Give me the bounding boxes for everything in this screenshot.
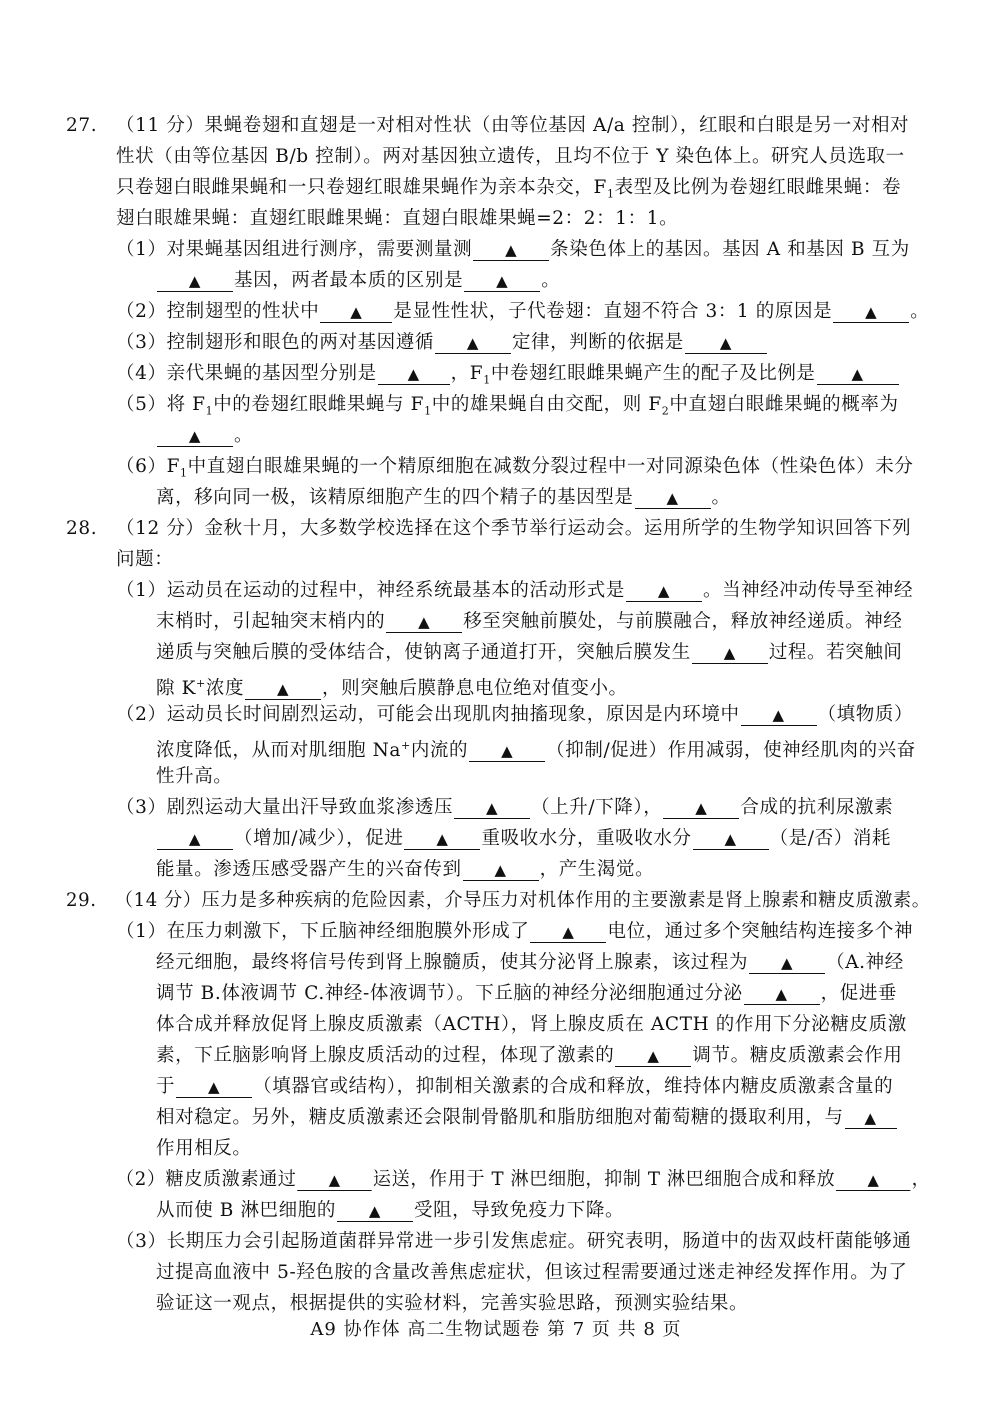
answer-blank: ▲ bbox=[176, 1077, 252, 1098]
answer-blank: ▲ bbox=[245, 679, 321, 700]
answer-blank: ▲ bbox=[435, 333, 511, 354]
q29-part-1-cont-7: 作用相反。 bbox=[156, 1138, 252, 1159]
q28-line-2: 问题： bbox=[116, 549, 174, 570]
q28-part-1-cont-2: 递质与突触后膜的受体结合，使钠离子通道打开，突触后膜发生 ▲ 过程。若突触间 bbox=[156, 642, 903, 663]
answer-blank: ▲ bbox=[744, 984, 820, 1005]
q28-part-2-cont: 浓度降低，从而对肌细胞 Na+内流的 ▲ （抑制/促进）作用减弱，使神经肌肉的兴奋 bbox=[156, 739, 916, 762]
q29-part-1-cont-1: 经元细胞，最终将信号传到肾上腺髓质，使其分泌肾上腺素，该过程为 ▲ （A.神经 bbox=[156, 952, 904, 973]
q29-part-3-cont-1: 过提高血液中 5-羟色胺的含量改善焦虑症状，但该过程需要通过迷走神经发挥作用。为了 bbox=[156, 1262, 908, 1283]
q29-part-1-cont-2: 调节 B.体液调节 C.神经-体液调节）。下丘脑的神经分泌细胞通过分泌 ▲ ，促进垂 bbox=[156, 983, 898, 1004]
q28-part-1-cont-1: 末梢时，引起轴突末梢内的 ▲ 移至突触前膜处，与前膜融合，释放神经递质。神经 bbox=[156, 611, 903, 632]
answer-blank: ▲ bbox=[530, 922, 606, 943]
answer-blank: ▲ bbox=[692, 643, 768, 664]
q27-part-1: （1）对果蝇基因组进行测序，需要测量测 ▲ 条染色体上的基因。基因 A 和基因 B 互为 bbox=[116, 239, 910, 260]
q28-part-2: （2）运动员长时间剧烈运动，可能会出现肌肉抽搐现象，原因是内环境中 ▲ （填物质） bbox=[116, 704, 914, 725]
q28-part-2-cont-2: 性升高。 bbox=[156, 766, 233, 787]
q27-part-6-cont: 离，移向同一极，该精原细胞产生的四个精子的基因型是 ▲ 。 bbox=[156, 487, 731, 508]
answer-blank: ▲ bbox=[615, 1046, 691, 1067]
q28-number: 28. bbox=[66, 518, 98, 539]
q29-part-3: （3）长期压力会引起肠道菌群异常进一步引发焦虑症。研究表明，肠道中的齿双歧杆菌能够通 bbox=[116, 1231, 912, 1252]
q29-part-2-cont: 从而使 B 淋巴细胞的 ▲ 受阻，导致免疫力下降。 bbox=[156, 1200, 625, 1221]
answer-blank: ▲ bbox=[833, 302, 909, 323]
answer-blank: ▲ bbox=[693, 829, 769, 850]
q29-part-1: （1）在压力刺激下，下丘脑神经细胞膜外形成了 ▲ 电位，通过多个突触结构连接多个神 bbox=[116, 921, 914, 942]
answer-blank: ▲ bbox=[663, 798, 739, 819]
q27-line-4: 翅白眼雄果蝇：直翅红眼雌果蝇：直翅白眼雄果蝇=2：2：1：1。 bbox=[116, 208, 679, 229]
q28-part-1-cont-3: 隙 K+浓度 ▲ ，则突触后膜静息电位绝对值变小。 bbox=[156, 677, 628, 700]
q27-part-4: （4）亲代果蝇的基因型分别是 ▲ ，$F_1$中卷翅红眼雌果蝇产生的配子及比例是 ▲ bbox=[116, 362, 900, 393]
q28-line-1: 28. （12 分）金秋十月，大多数学校选择在这个季节举行运动会。运用所学的生物学知识回答下列 bbox=[66, 518, 912, 539]
q28-part-3-cont: ▲ （增加/减少），促进 ▲ 重吸收水分，重吸收水分 ▲ （是/否）消耗 bbox=[156, 827, 891, 851]
q27-line-3: 只卷翅白眼雌果蝇和一只卷翅红眼雄果蝇作为亲本杂交，$F_1$表型及比例为卷翅红眼雌果蝇：卷 bbox=[116, 177, 902, 201]
answer-blank: ▲ bbox=[320, 302, 392, 323]
q29-part-1-cont-5: 于 ▲ （填器官或结构），抑制相关激素的合成和释放，维持体内糖皮质激素含量的 bbox=[156, 1076, 894, 1097]
answer-blank: ▲ bbox=[845, 1108, 897, 1129]
q27-part-3: （3）控制翅形和眼色的两对基因遵循 ▲ 定律，判断的依据是 ▲ bbox=[116, 331, 768, 355]
q29-line-1: 29. （14 分）压力是多种疾病的危险因素，介导压力对机体作用的主要激素是肾上腺素和糖皮质激素。 bbox=[66, 890, 931, 911]
q28-part-3: （3）剧烈运动大量出汗导致血浆渗透压 ▲ （上升/下降）， ▲ 合成的抗利尿激素 bbox=[116, 797, 894, 818]
answer-blank: ▲ bbox=[454, 798, 530, 819]
answer-blank: ▲ bbox=[836, 1170, 910, 1191]
answer-blank: ▲ bbox=[626, 581, 702, 602]
q27-part-1-cont: ▲ 基因，两者最本质的区别是 ▲ 。 bbox=[156, 269, 560, 293]
q29-part-3-cont-2: 验证这一观点，根据提供的实验材料，完善实验思路，预测实验结果。 bbox=[156, 1293, 749, 1314]
q27-number: 27. bbox=[66, 115, 98, 136]
answer-blank: ▲ bbox=[464, 271, 540, 292]
q27-line-2: 性状（由等位基因 B/b 控制）。两对基因独立遗传，且均不位于 Y 染色体上。研究人员选取一 bbox=[116, 146, 905, 167]
answer-blank: ▲ bbox=[741, 705, 817, 726]
q27-part-6: $(6)F_1$中直翅白眼雄果蝇的一个精原细胞在减数分裂过程中一对同源染色体（性染色体）未分 bbox=[116, 456, 914, 480]
answer-blank: ▲ bbox=[157, 426, 233, 447]
q27-part-5: （5）将 $F_1$中的卷翅红眼雌果蝇与 $F_1$中的雄果蝇自由交配，则 $F_2$中直翅白眼雌果蝇的概率为 bbox=[116, 394, 899, 418]
answer-blank: ▲ bbox=[473, 240, 549, 261]
q29-part-1-cont-6: 相对稳定。另外，糖皮质激素还会限制骨骼肌和脂肪细胞对葡萄糖的摄取利用，与 ▲ bbox=[156, 1106, 898, 1130]
answer-blank: ▲ bbox=[749, 953, 825, 974]
q28-part-1: （1）运动员在运动的过程中，神经系统最基本的活动形式是 ▲ 。当神经冲动传导至神经 bbox=[116, 580, 914, 601]
answer-blank: ▲ bbox=[378, 364, 450, 385]
q27-part-2: （2）控制翅型的性状中 ▲ 是显性性状，子代卷翅：直翅不符合 3：1 的原因是 ▲ 。 bbox=[116, 301, 930, 322]
page-footer: A9 协作体 高二生物试题卷 第 7 页 共 8 页 bbox=[310, 1319, 682, 1340]
answer-blank: ▲ bbox=[386, 612, 462, 633]
q27-line-1: 27. （11 分）果蝇卷翅和直翅是一对相对性状（由等位基因 A/a 控制），红眼和白眼是另一对相对 bbox=[66, 115, 910, 136]
answer-blank: ▲ bbox=[404, 829, 480, 850]
q29-part-1-cont-3: 体合成并释放促肾上腺皮质激素（ACTH），肾上腺皮质在 ACTH 的作用下分泌糖皮质激 bbox=[156, 1014, 907, 1035]
answer-blank: ▲ bbox=[157, 829, 233, 850]
q29-number: 29. bbox=[66, 890, 97, 911]
answer-blank: ▲ bbox=[297, 1170, 371, 1191]
answer-blank: ▲ bbox=[337, 1201, 413, 1222]
q29-part-2: （2）糖皮质激素通过 ▲ 运送，作用于 T 淋巴细胞，抑制 T 淋巴细胞合成和释放 ▲ ， bbox=[116, 1169, 931, 1190]
answer-blank: ▲ bbox=[469, 741, 545, 762]
answer-blank: ▲ bbox=[817, 364, 899, 385]
answer-blank: ▲ bbox=[685, 333, 767, 354]
q27-part-5-cont: ▲ 。 bbox=[156, 424, 253, 448]
answer-blank: ▲ bbox=[157, 271, 233, 292]
answer-blank: ▲ bbox=[635, 488, 711, 509]
q29-part-1-cont-4: 素，下丘脑影响肾上腺皮质活动的过程，体现了激素的 ▲ 调节。糖皮质激素会作用 bbox=[156, 1045, 903, 1066]
answer-blank: ▲ bbox=[463, 860, 539, 881]
q28-part-3-cont-2: 能量。渗透压感受器产生的兴奋传到 ▲ ，产生渴觉。 bbox=[156, 859, 655, 880]
